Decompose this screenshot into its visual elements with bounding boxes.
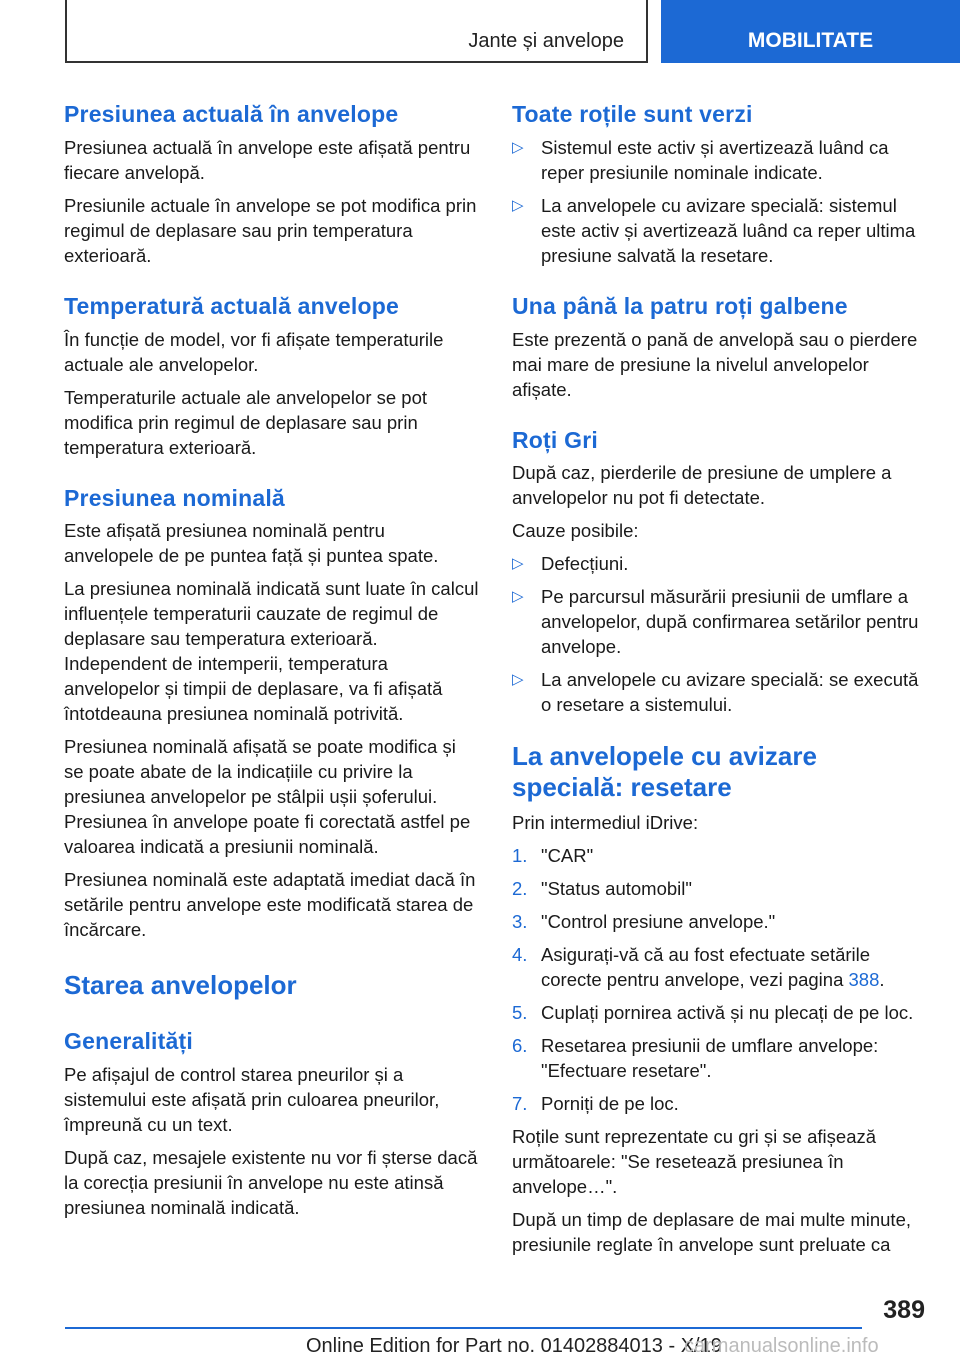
list-item-text: Defecțiuni. [541,553,629,575]
numbered-steps [512,843,930,1116]
triangle-bullet-icon: ▷ [512,138,524,156]
right-column [512,100,930,1265]
step-text: "Control presiune anvelope." [541,910,776,932]
paragraph: Roțile sunt reprezentate cu gri și se afișează următoarele: "Se resetează presiunea în anvelope…". [512,1125,877,1197]
footer-edition: Online Edition for Part no. 01402884013 - X/19 [306,1335,722,1357]
step-number: 3. [512,910,528,932]
bullet-list-gri [512,551,930,717]
step-text: "Status automobil" [541,877,692,899]
paragraph: Presiunea nominală este adaptată imediat dacă în setările pentru anvelope este modificată starea de încărcare. [64,869,476,941]
step-text-end: . [879,968,885,990]
step-text: Asigurați-vă că au fost efectuate setările corecte pentru anvelope, vezi pagina [541,943,871,990]
paragraph: Cauze posibile: [512,520,639,542]
left-column [64,100,479,1228]
step-item [512,942,930,992]
step-item [512,1033,930,1083]
step-number: 4. [512,943,528,965]
heading-starea-anvelopelor: Starea anvelopelor [64,970,297,1001]
step-item [512,1091,930,1116]
step-text: Porniți de pe loc. [541,1092,679,1114]
list-item [512,584,930,659]
heading-resetare: La anvelopele cu avizare specială: resetare [512,741,817,803]
list-item [512,667,930,717]
chapter-tab-label: MOBILITATE [747,28,874,52]
triangle-bullet-icon: ▷ [512,671,524,689]
list-item [512,551,930,576]
list-item-text: Pe parcursul măsurării presiunii de umflare a anvelopelor, după confirmarea setărilor pentru anvelope. [541,586,919,658]
paragraph: Este afișată presiunea nominală pentru anvelopele de pe puntea față și puntea spate. [64,520,439,567]
footer-rule [65,1327,862,1329]
step-item [512,1000,930,1025]
paragraph: Este prezentă o pană de anvelopă sau o pierdere mai mare de presiune la nivelul anvelopelor afișate. [512,328,918,400]
paragraph: În funcție de model, vor fi afișate temperaturile actuale ale anvelopelor. [64,328,444,375]
paragraph: Temperaturile actuale ale anvelopelor se pot modifica prin regimul de deplasare sau prin temperatura exterioară. [64,386,428,458]
paragraph: După un timp de deplasare de mai multe minute, presiunile reglate în anvelope sunt preluate ca [512,1208,911,1255]
list-item-text: La anvelopele cu avizare specială: se execută o resetare a sistemului. [541,669,919,716]
paragraph: Presiunile actuale în anvelope se pot modifica prin regimul de deplasare sau prin temperatura exterioară. [64,194,477,266]
triangle-bullet-icon: ▷ [512,588,524,606]
heading-rotile-verzi: Toate roțile sunt verzi [512,101,753,127]
step-text: Resetarea presiunii de umflare anvelope: "Efectuare resetare". [541,1034,879,1081]
heading-presiune-nominala: Presiunea nominală [64,484,285,511]
watermark: carmanualsonline.info [684,1335,879,1357]
triangle-bullet-icon: ▷ [512,196,524,214]
step-item [512,843,930,868]
step-number: 5. [512,1001,528,1023]
paragraph: După caz, mesajele existente nu vor fi șterse dacă la corecția presiunii în anvelope nu este atinsă presiunea nominală indicată. [64,1147,478,1219]
list-item-text: Sistemul este activ și avertizează luând ca reper presiunile nominale indicate. [541,136,889,183]
bullet-list-verzi [512,135,930,268]
list-item [512,135,930,185]
step-number: 1. [512,844,528,866]
step-number: 2. [512,877,528,899]
heading-presiune-actuala: Presiunea actuală în anvelope [64,101,399,127]
step-number: 7. [512,1092,528,1114]
triangle-bullet-icon: ▷ [512,555,524,573]
header-box [65,0,648,63]
chapter-tab[interactable] [661,0,960,63]
heading-temperatura: Temperatură actuală anvelope [64,292,399,319]
paragraph: Pe afișajul de control starea pneurilor și a sistemului este afișată prin culoarea pneurilor, împreună cu un text. [64,1064,440,1136]
paragraph: La presiunea nominală indicată sunt luate în calcul influențele temperaturii cauzate de regimul de deplasare sau temperatura exterioară. Independent de intemperii, temperatura anvelopelor și timpii de deplasare, va fi afișată întotdeauna presiunea nominală potrivită. [64,578,479,725]
step-text: "CAR" [541,844,594,866]
list-item [512,193,930,268]
step-number: 6. [512,1034,528,1056]
heading-roti-galbene: Una până la patru roți galbene [512,292,848,319]
page-number: 389 [883,1296,925,1324]
page-reference-link[interactable]: 388 [848,968,880,990]
section-title: Jante și anvelope [468,30,624,52]
step-item [512,876,930,901]
paragraph: Presiunea actuală în anvelope este afișată pentru fiecare anvelopă. [64,136,471,183]
step-item [512,909,930,934]
step-text: Cuplați pornirea activă și nu plecați de pe loc. [541,1001,914,1023]
paragraph: Presiunea nominală afișată se poate modifica și se poate abate de la indicațiile cu privire la presiunea anvelopelor pe stâlpii ușii șoferului. Presiunea în anvelope poate fi corectată astfel pe valoarea indicată a presiunii nominală. [64,736,471,858]
heading-roti-gri: Roți Gri [512,426,598,453]
heading-generalitati: Generalități [64,1028,193,1055]
paragraph: După caz, pierderile de presiune de umplere a anvelopelor nu pot fi detectate. [512,462,892,509]
paragraph: Prin intermediul iDrive: [512,811,699,833]
list-item-text: La anvelopele cu avizare specială: sistemul este activ și avertizează luând ca reper ultima presiune salvată la resetare. [541,194,916,266]
